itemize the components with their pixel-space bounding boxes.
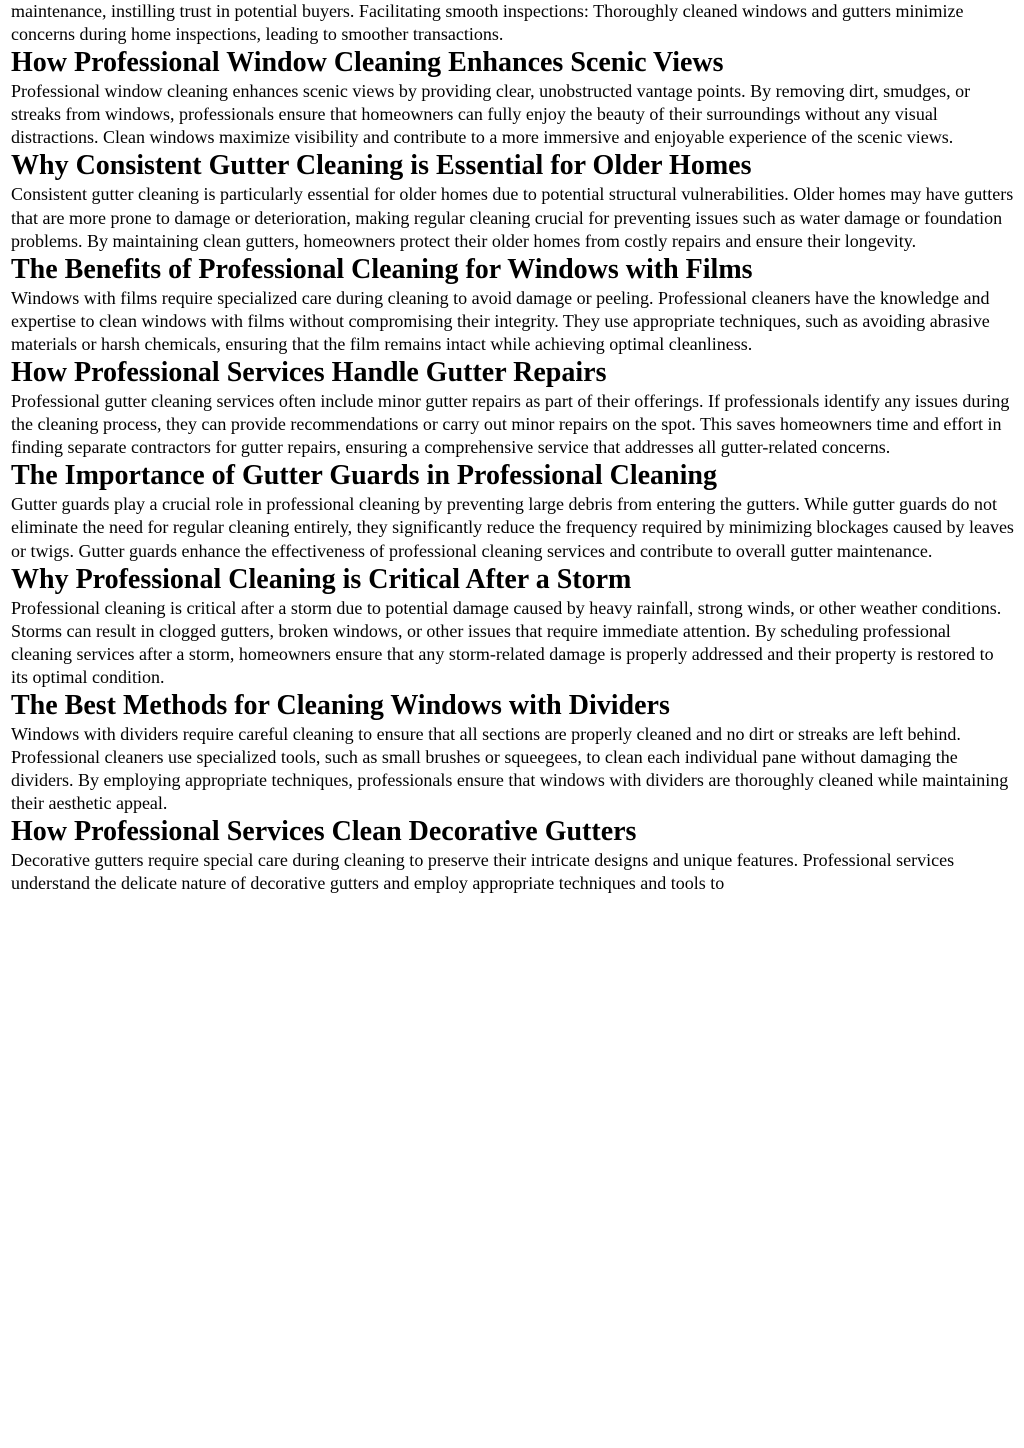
document-page xyxy=(11,0,1015,896)
section-body-after-storm: Professional cleaning is critical after a storm due to potential damage caused by heavy rainfall, strong winds, or other weather conditions. Storms can result in clogged gutters, broken windows, or other issues that require immediate attention. By scheduling professional cleaning services after a storm, homeowners ensure that any storm-related damage is properly addressed and their property is restored to its optimal condition. xyxy=(11,597,1002,687)
section-body-windows-with-dividers: Windows with dividers require careful cleaning to ensure that all sections are properly cleaned and no dirt or streaks are left behind. Professional cleaners use specialized tools, such as small brushes or squeegees, to clean each individual pane without damaging the dividers. By employing appropriate techniques, professionals ensure that windows with dividers are thoroughly cleaned while maintaining their aesthetic appeal. xyxy=(11,723,1009,814)
section-heading-gutter-guards: The Importance of Gutter Guards in Professional Cleaning xyxy=(11,460,717,492)
section-heading-scenic-views: How Professional Window Cleaning Enhances Scenic Views xyxy=(11,47,724,79)
lead-paragraph: maintenance, instilling trust in potential buyers. Facilitating smooth inspections: Thoroughly cleaned windows and gutters minimize concerns during home inspections, leading to smoother transactions. xyxy=(11,1,964,45)
section-body-older-homes: Consistent gutter cleaning is particularly essential for older homes due to potential structural vulnerabilities. Older homes may have gutters that are more prone to damage or deterioration, making regular cleaning crucial for preventing issues such as water damage or foundation problems. By maintaining clean gutters, homeowners protect their older homes from costly repairs and ensure their longevity. xyxy=(11,184,1014,251)
section-heading-decorative-gutters: How Professional Services Clean Decorative Gutters xyxy=(11,816,637,848)
section-body-windows-with-films: Windows with films require specialized care during cleaning to avoid damage or peeling. Professional cleaners have the knowledge and expertise to clean windows with films without compromising their integrity. They use appropriate techniques, such as avoiding abrasive materials or harsh chemicals, ensuring that the film remains intact while achieving optimal cleanliness. xyxy=(11,287,990,354)
section-heading-gutter-repairs: How Professional Services Handle Gutter Repairs xyxy=(11,357,607,389)
section-body-gutter-guards: Gutter guards play a crucial role in professional cleaning by preventing large debris from entering the gutters. While gutter guards do not eliminate the need for regular cleaning entirely, they significantly reduce the frequency required by minimizing blockages caused by leaves or twigs. Gutter guards enhance the effectiveness of professional cleaning services and contribute to overall gutter maintenance. xyxy=(11,494,1014,561)
section-body-scenic-views: Professional window cleaning enhances scenic views by providing clear, unobstructed vantage points. By removing dirt, smudges, or streaks from windows, professionals ensure that homeowners can fully enjoy the beauty of their surroundings without any visual distractions. Clean windows maximize visibility and contribute to a more immersive and enjoyable experience of the scenic views. xyxy=(11,81,971,148)
section-body-decorative-gutters: Decorative gutters require special care during cleaning to preserve their intricate designs and unique features. Professional services understand the delicate nature of decorative gutters and employ appropriate techniques and tools to xyxy=(11,850,955,894)
section-heading-windows-with-dividers: The Best Methods for Cleaning Windows with Dividers xyxy=(11,689,670,721)
section-heading-windows-with-films: The Benefits of Professional Cleaning for Windows with Films xyxy=(11,253,753,285)
section-heading-older-homes: Why Consistent Gutter Cleaning is Essential for Older Homes xyxy=(11,150,752,182)
section-heading-after-storm: Why Professional Cleaning is Critical After a Storm xyxy=(11,563,632,595)
section-body-gutter-repairs: Professional gutter cleaning services often include minor gutter repairs as part of their offerings. If professionals identify any issues during the cleaning process, they can provide recommendations or carry out minor repairs on the spot. This saves homeowners time and effort in finding separate contractors for gutter repairs, ensuring a comprehensive service that addresses all gutter-related concerns. xyxy=(11,391,1010,458)
